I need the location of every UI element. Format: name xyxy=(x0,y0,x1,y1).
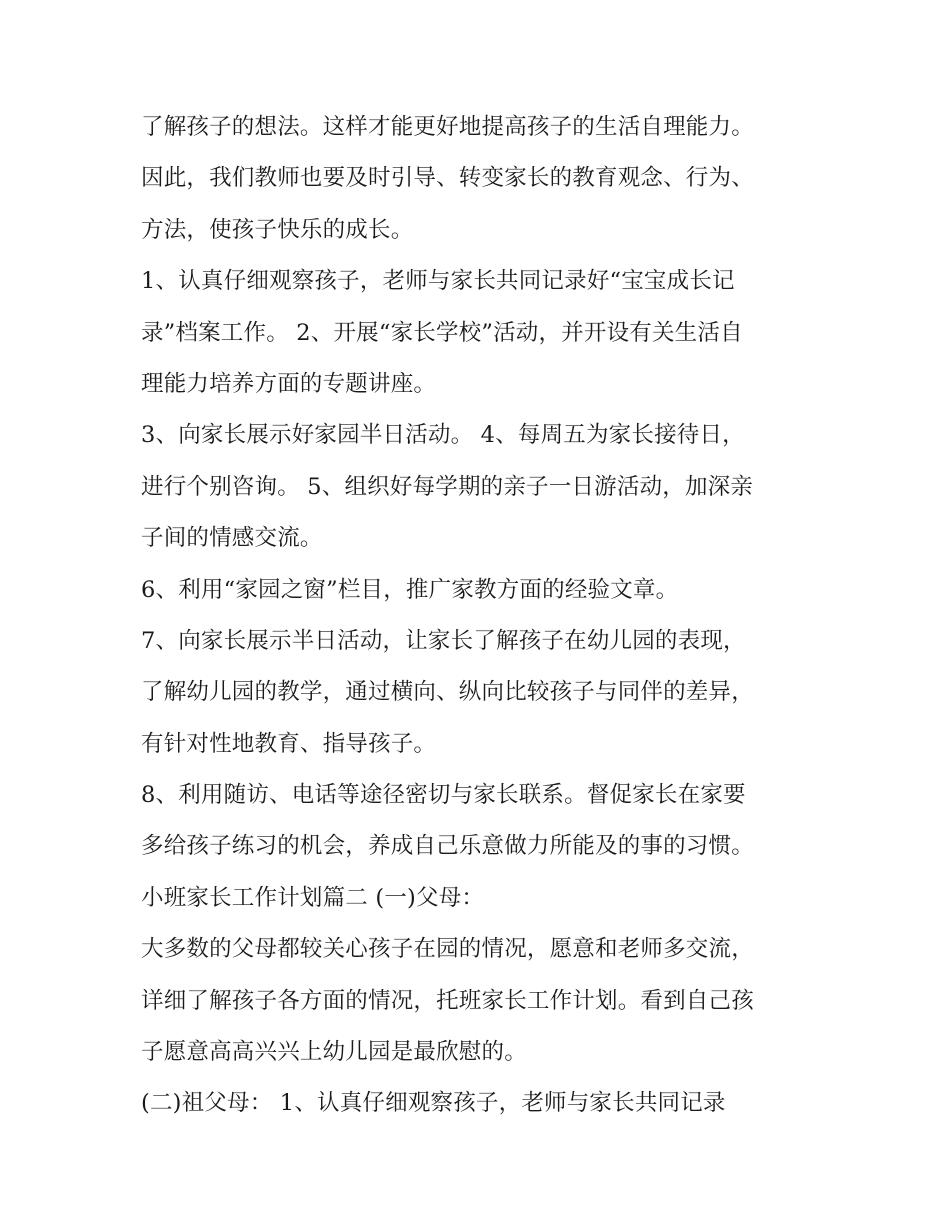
text-line: 6、利用“家园之窗”栏目，推广家教方面的经验文章。 xyxy=(141,576,679,603)
text-line: 方法，使孩子快乐的成长。 xyxy=(141,216,414,243)
text-line: 大多数的父母都较关心孩子在园的情况，愿意和老师多交流， xyxy=(141,936,754,963)
text-line: 1、认真仔细观察孩子，老师与家长共同记录好“宝宝成长记 xyxy=(141,268,735,295)
text-line: 详细了解孩子各方面的情况，托班家长工作计划。看到自己孩 xyxy=(141,987,754,1014)
document-body xyxy=(141,102,821,1130)
text-line: (二)祖父母： 1、认真仔细观察孩子，老师与家长共同记录 xyxy=(141,1090,726,1117)
text-line: 子愿意高高兴兴上幼儿园是最欣慰的。 xyxy=(141,1039,527,1066)
text-line: 进行个别咨询。 5、组织好每学期的亲子一日游活动，加深亲 xyxy=(141,473,754,500)
text-line: 7、向家长展示半日活动，让家长了解孩子在幼儿园的表现， xyxy=(141,627,746,654)
text-line: 3、向家长展示好家园半日活动。 4、每周五为家长接待日， xyxy=(141,422,745,449)
text-line: 多给孩子练习的机会，养成自己乐意做力所能及的事的习惯。 xyxy=(141,833,754,860)
text-line: 了解孩子的想法。这样才能更好地提高孩子的生活自理能力。 xyxy=(141,114,754,140)
text-line: 有针对性地教育、指导孩子。 xyxy=(141,730,437,757)
text-line: 子间的情感交流。 xyxy=(141,525,323,552)
text-line: 因此，我们教师也要及时引导、转变家长的教育观念、行为、 xyxy=(141,165,754,192)
text-line: 理能力培养方面的专题讲座。 xyxy=(141,370,437,397)
text-line: 8、利用随访、电话等途径密切与家长联系。督促家长在家要 xyxy=(141,782,746,809)
text-line: 录”档案工作。 2、开展“家长学校”活动，并开设有关生活自 xyxy=(141,319,743,346)
text-line: 了解幼儿园的教学，通过横向、纵向比较孩子与同伴的差异， xyxy=(141,679,754,706)
section-heading: 小班家长工作计划篇二 (一)父母： xyxy=(141,884,485,911)
